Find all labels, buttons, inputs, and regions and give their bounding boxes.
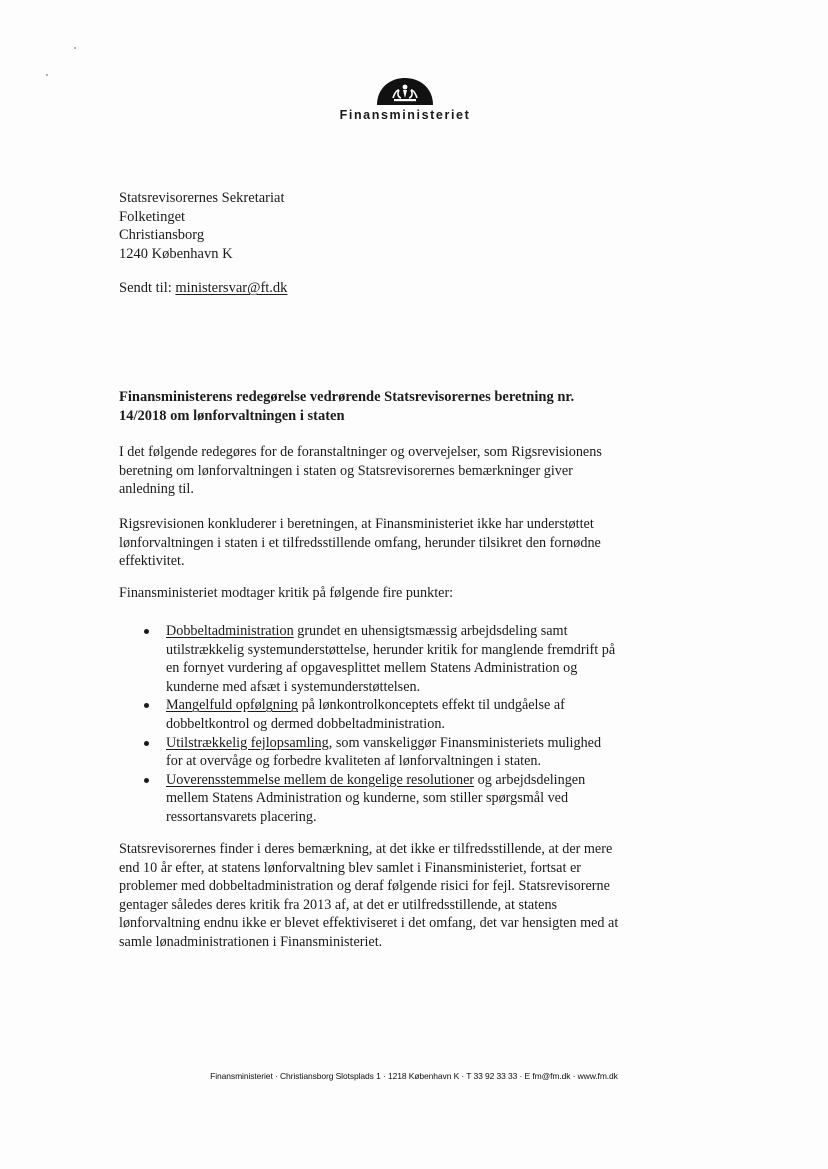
list-item-key: Mangelfuld opfølgning	[166, 697, 299, 714]
recipient-address	[119, 189, 284, 263]
ministry-name: Finansministeriet	[339, 108, 471, 122]
paragraph: I det følgende redegøres for de foranstaltninger og overvejelser, som Rigsrevisionens beretning om lønforvaltningen i staten og Statsrevisorernes bemærkninger giver anledning til.	[119, 444, 602, 498]
sent-label: Sendt til:	[119, 280, 172, 296]
address-line: Christiansborg	[119, 227, 205, 244]
paragraph: Rigsrevisionen konkluderer i beretningen, at Finansministeriet ikke har understøttet lønforvaltningen i staten i et tilfredsstillende omfang, herunder tilsikret den fornødne effektivitet.	[119, 516, 601, 570]
list-item-key: Uoverensstemmelse mellem de kongelige resolutioner	[166, 771, 475, 788]
address-line: Statsrevisorernes Sekretariat	[119, 190, 285, 206]
address-line: Folketinget	[119, 208, 186, 225]
sent-email-link[interactable]: ministersvar@ft.dk	[175, 280, 288, 296]
address-line: 1240 København K	[119, 245, 233, 262]
list-item	[119, 622, 619, 696]
list-item-text: på lønkontrolkonceptets effekt til undgåelse af dobbeltkontrol og dermed dobbeltadministration.	[166, 697, 565, 732]
paragraph: Finansministeriet modtager kritik på følgende fire punkter:	[119, 585, 454, 601]
letter-footer: Finansministeriet · Christiansborg Slotsplads 1 · 1218 København K · T 33 92 33 33 · E fm@fm.dk · www.fm.dk	[210, 1071, 618, 1081]
ministry-logo	[320, 76, 490, 122]
letter-title: Finansministerens redegørelse vedrørende Statsrevisorernes beretning nr. 14/2018 om lønforvaltningen i staten	[119, 389, 575, 424]
sent-to-line	[119, 280, 287, 297]
list-item-text: grundet en uhensigtsmæssig arbejdsdeling samt utilstrækkelig systemunderstøttelse, herunder kritik for manglende fremdrift på en fornyet vurdering af opgavesplittet mellem Statens Administration og kunderne med afsæt i systemunderstøttelsen.	[166, 623, 616, 695]
closing-paragraph: Statsrevisorernes finder i deres bemærkning, at det ikke er tilfredsstillende, at der mere end 10 år efter, at statens lønforvaltning blev samlet i Finansministeriet, fortsat er problemer med dobbeltadministration og deraf følgende risici for fejl. Statsrevisorerne gentager således deres kritik fra 2013 af, at det er utilfredsstillende, at statens lønforvaltning endnu ikke er blevet effektiviseret i det omfang, det var hensigten med at samle lønadministrationen i Finansministeriet.	[119, 841, 619, 950]
list-item-key: Utilstrækkelig fejlopsamling	[166, 734, 329, 751]
list-item	[119, 734, 619, 771]
criticism-list	[119, 622, 619, 827]
list-item	[119, 771, 619, 827]
scan-speck	[46, 74, 48, 76]
list-item	[119, 696, 619, 733]
list-item-text: , som vanskeliggør Finansministeriets mulighed for at overvåge og forbedre kvaliteten af lønforvaltningen i staten.	[166, 734, 602, 770]
scan-speck	[74, 47, 76, 49]
list-item-text: og arbejdsdelingen mellem Statens Administration og kunderne, som stiller spørgsmål ved ressortansvarets placering.	[166, 771, 586, 825]
crown-icon	[374, 76, 436, 106]
list-item-key: Dobbeltadministration	[166, 623, 294, 639]
